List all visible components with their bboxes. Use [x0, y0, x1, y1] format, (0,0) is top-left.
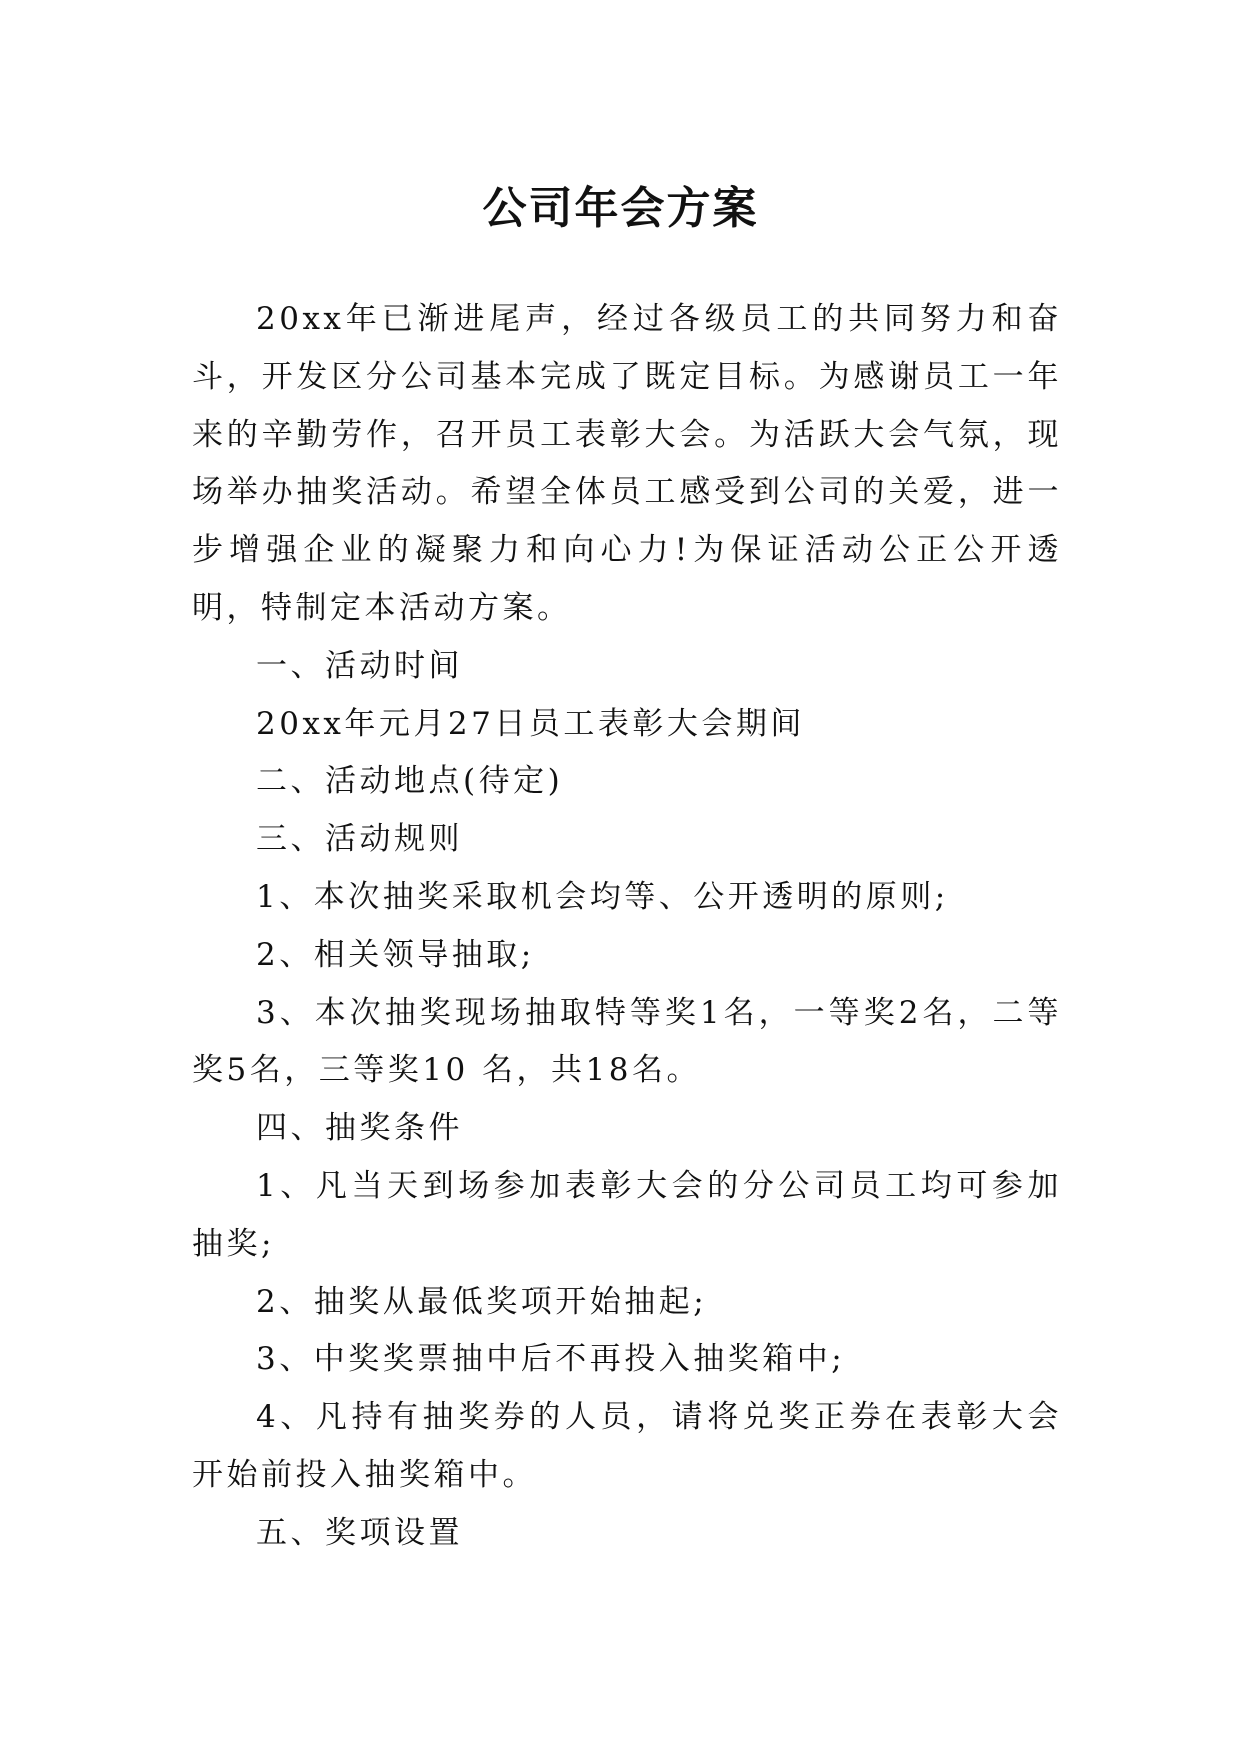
document-body — [192, 291, 1062, 1563]
section-heading-prizes: 五、奖项设置 — [256, 1514, 463, 1551]
section-heading-rules: 三、活动规则 — [256, 821, 463, 858]
activity-time-text: 20xx年元月27日员工表彰大会期间 — [256, 705, 805, 742]
document-title: 公司年会方案 — [482, 183, 759, 235]
rule-item-3: 3、本次抽奖现场抽取特等奖1名，一等奖2名，二等奖5名，三等奖10 名，共18名。 — [192, 994, 1062, 1089]
section-heading-time: 一、活动时间 — [256, 647, 463, 684]
section-heading-conditions: 四、抽奖条件 — [256, 1110, 463, 1147]
section-heading-location: 二、活动地点(待定) — [256, 763, 564, 800]
intro-paragraph: 20xx年已渐进尾声，经过各级员工的共同努力和奋斗，开发区分公司基本完成了既定目标。为感谢员工一年来的辛勤劳作，召开员工表彰大会。为活跃大会气氛，现场举办抽奖活动。希望全体员工感受到公司的关爱，进一步增强企业的凝聚力和向心力!为保证活动公正公开透明，特制定本活动方案。 — [192, 301, 1062, 626]
condition-item-2: 2、抽奖从最低奖项开始抽起; — [256, 1283, 708, 1320]
rule-item-2: 2、相关领导抽取; — [256, 936, 535, 973]
condition-item-4: 4、凡持有抽奖券的人员，请将兑奖正券在表彰大会开始前投入抽奖箱中。 — [192, 1399, 1062, 1493]
rule-item-1: 1、本次抽奖采取机会均等、公开透明的原则; — [256, 878, 949, 915]
condition-item-1: 1、凡当天到场参加表彰大会的分公司员工均可参加抽奖; — [192, 1167, 1062, 1262]
condition-item-3: 3、中奖奖票抽中后不再投入抽奖箱中; — [256, 1341, 846, 1378]
